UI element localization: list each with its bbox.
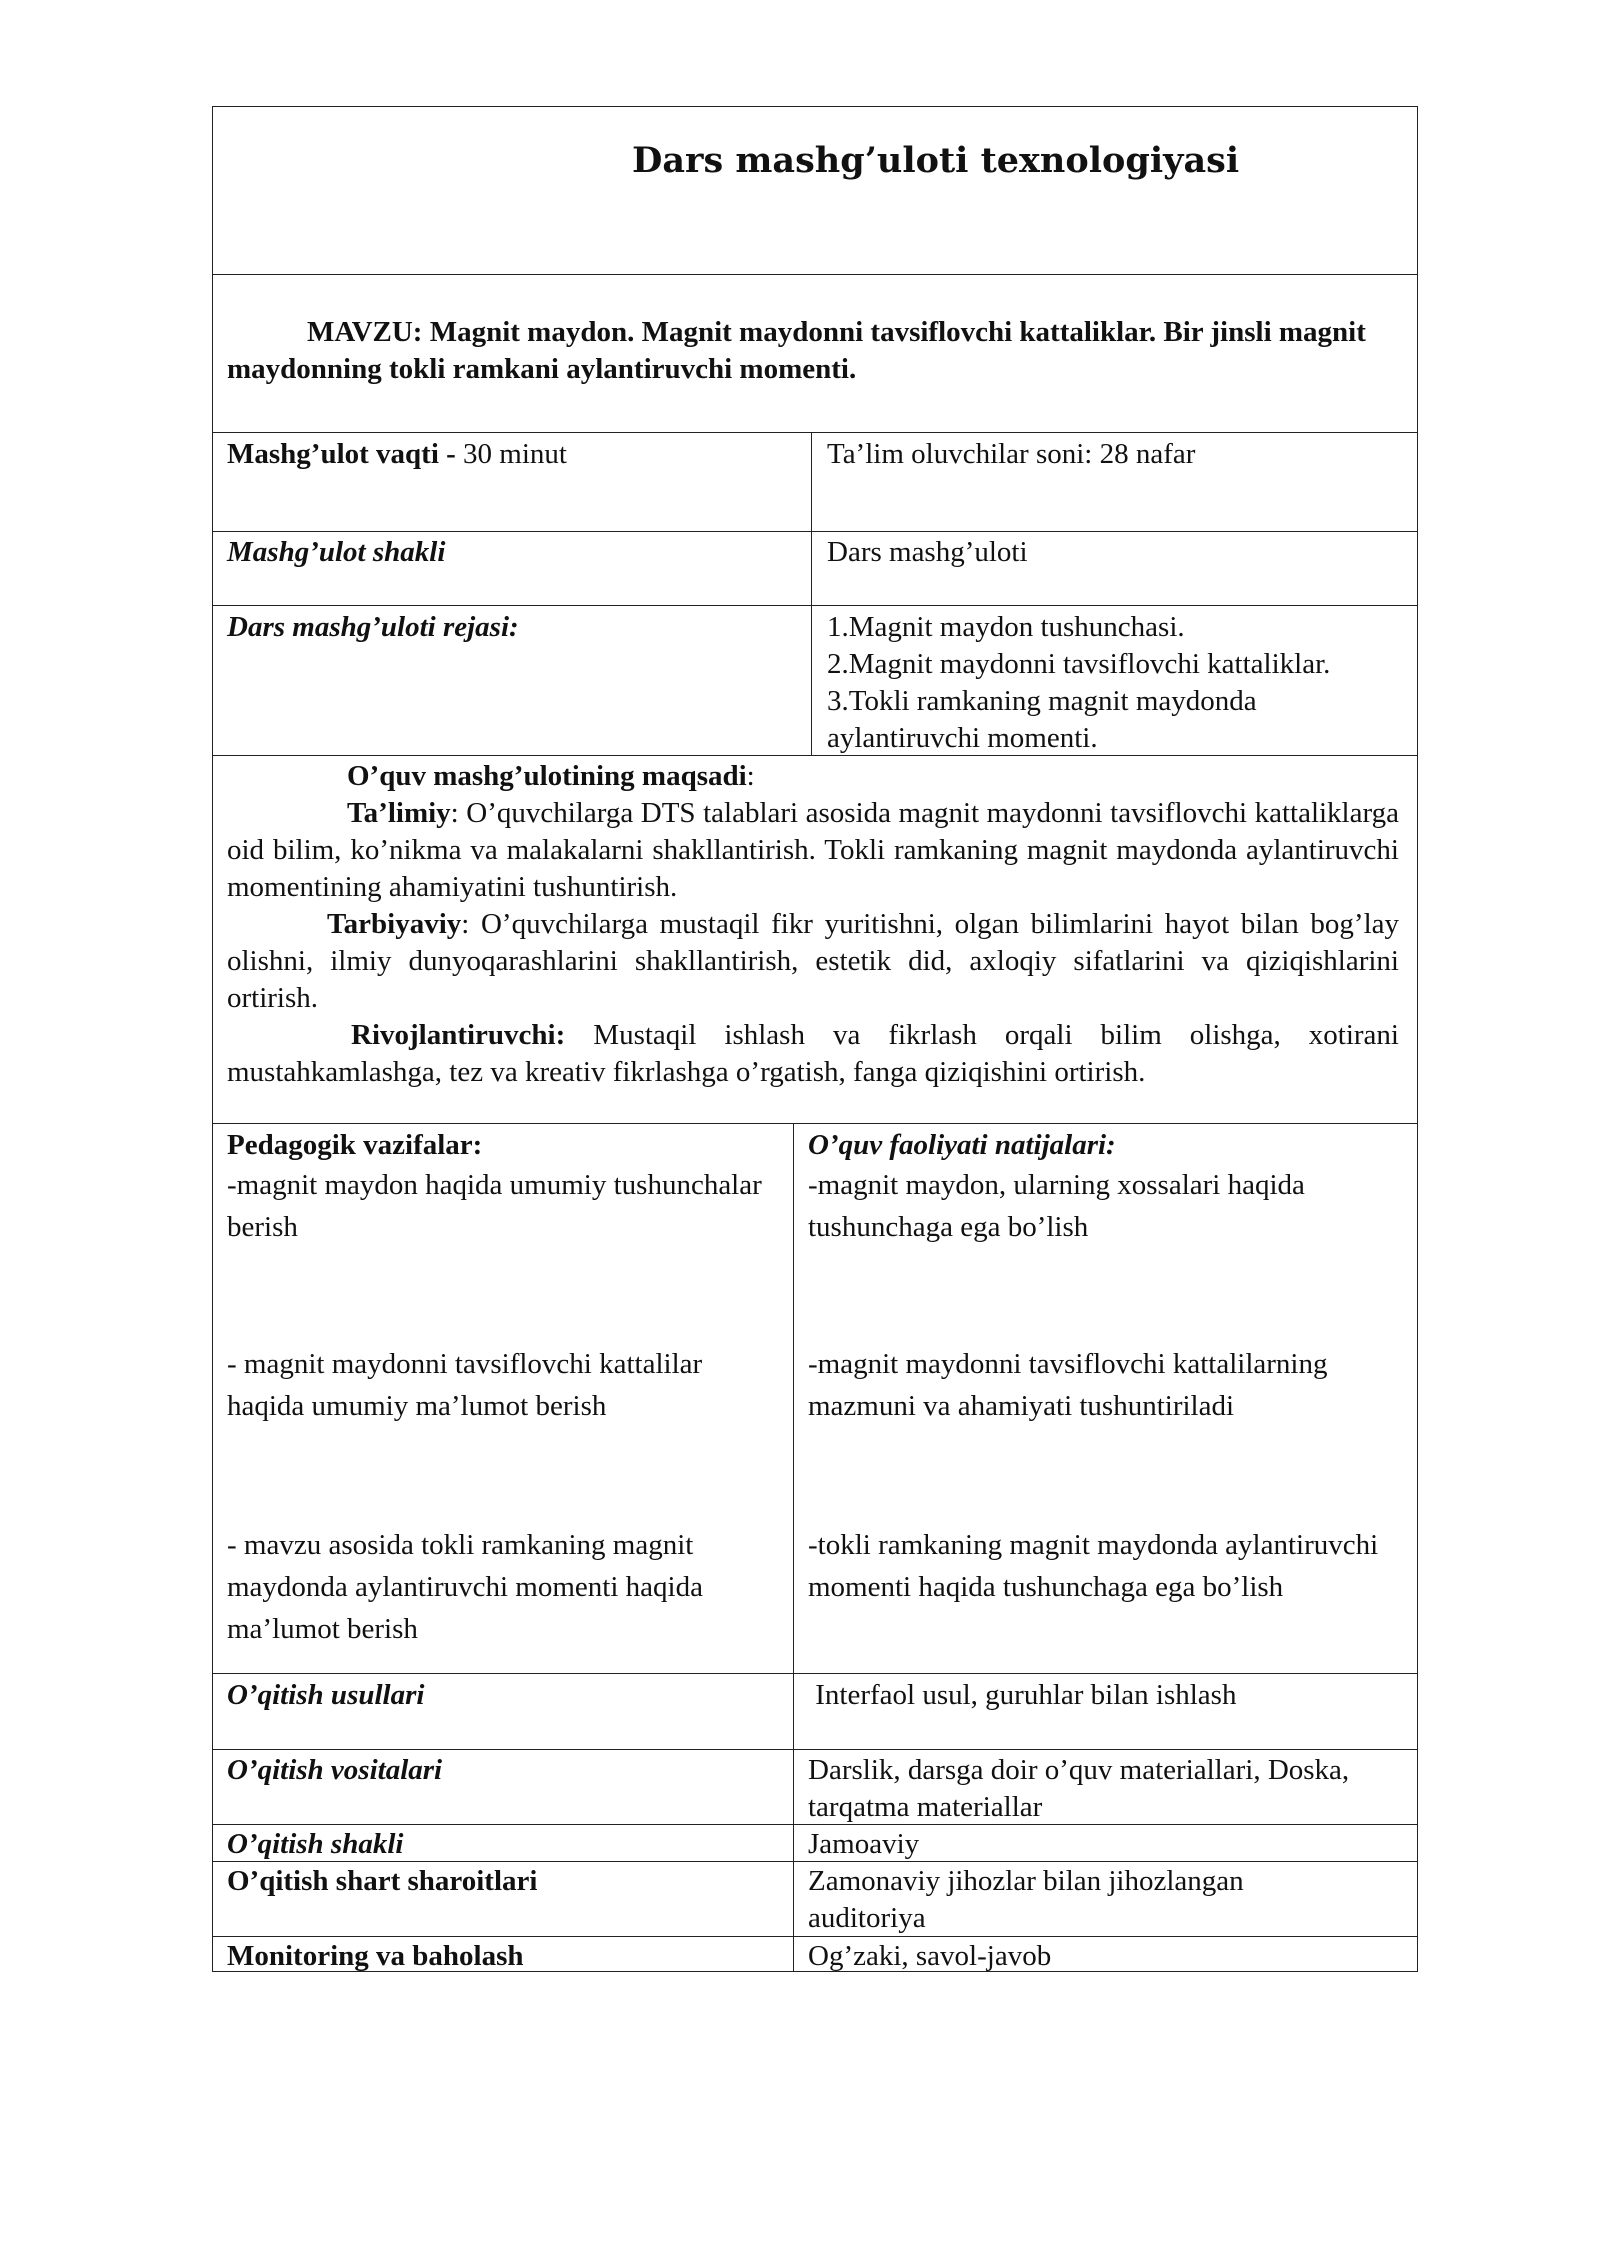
- row-divider: [212, 274, 1418, 275]
- plan-label: Dars mashg’uloti rejasi:: [227, 611, 519, 643]
- column-divider: [811, 432, 812, 755]
- goal-educational-text: : O’quvchilarga DTS talablari asosida magnit maydonni tavsiflovchi kattaliklarga oid bilim, ko’nikma va malakalarni shakllantirish. Tokli ramkaning magnit maydonda aylantiruvchi momentining ahamiyatini tushuntirish.: [227, 797, 1399, 903]
- row-divider: [212, 432, 1418, 433]
- session-time-label: Mashg’ulot vaqti -: [227, 438, 456, 470]
- task-item: - magnit maydonni tavsiflovchi kattalilar haqida umumiy ma’lumot berish: [227, 1348, 703, 1422]
- monitoring-label: Monitoring va baholash: [227, 1940, 524, 1972]
- goal-educational-label: Ta’limiy: [347, 797, 451, 829]
- goal-upbringing-label: Tarbiyaviy: [327, 908, 462, 940]
- task-item: -magnit maydon haqida umumiy tushunchalar berish: [227, 1169, 762, 1243]
- session-time: [227, 436, 802, 473]
- row-divider: [212, 1673, 1418, 1674]
- row-divider: [212, 1749, 1418, 1750]
- goal-upbringing-text: : O’quvchilarga mustaqil fikr yuritishni, olgan bilimlarini hayot bilan bog’lay olishni, ilmiy dunyoqarashlarini shakllantirish, estetik did, axloqiy sifatlarini va qiziqishlarini ortirish.: [227, 908, 1399, 1014]
- tasks-left-heading: Pedagogik vazifalar:: [227, 1129, 483, 1161]
- column-divider: [793, 1123, 794, 1972]
- row-divider: [212, 531, 1418, 532]
- plan-item: 1.Magnit maydon tushunchasi.: [827, 611, 1185, 643]
- topic-block: [227, 314, 1387, 388]
- teaching-form-value: Jamoaviy: [808, 1828, 920, 1860]
- plan-item: 2.Magnit maydonni tavsiflovchi kattaliklar.: [827, 648, 1331, 680]
- topic-text: Magnit maydon. Magnit maydonni tavsiflovchi kattaliklar. Bir jinsli magnit maydonning tokli ramkani aylantiruvchi momenti.: [227, 316, 1366, 385]
- plan-list: [827, 609, 1407, 757]
- student-count: Ta’lim oluvchilar soni: 28 nafar: [827, 438, 1196, 470]
- goals-heading-colon: :: [746, 760, 755, 792]
- teaching-form-label: O’qitish shakli: [227, 1828, 404, 1860]
- tasks-right-heading: O’quv faoliyati natijalari:: [808, 1129, 1116, 1161]
- row-divider: [212, 605, 1418, 606]
- result-item: -magnit maydon, ularning xossalari haqida tushunchaga ega bo’lish: [808, 1169, 1305, 1243]
- goals-heading: O’quv mashg’ulotining maqsadi: [347, 760, 747, 792]
- topic-label: MAVZU:: [307, 316, 423, 348]
- plan-item: 3.Tokli ramkaning magnit maydonda aylantiruvchi momenti.: [827, 685, 1257, 754]
- goal-developmental-text: Mustaqil ishlash va fikrlash orqali bilim olishga, xotirani mustahkamlashga, tez va kreativ fikrlashga o’rgatish, fanga qiziqishini ortirish.: [227, 1019, 1399, 1088]
- row-divider: [212, 1123, 1418, 1124]
- conditions-value: Zamonaviy jihozlar bilan jihozlangan auditoriya: [808, 1865, 1244, 1934]
- session-time-value: 30 minut: [463, 438, 567, 470]
- goal-developmental-label: Rivojlantiruvchi:: [351, 1019, 566, 1051]
- methods-value: Interfaol usul, guruhlar bilan ishlash: [808, 1679, 1237, 1711]
- page-title: Dars mashg’uloti texnologiyasi: [632, 140, 1240, 181]
- tools-label: O’qitish vositalari: [227, 1754, 443, 1786]
- task-item: - mavzu asosida tokli ramkaning magnit maydonda aylantiruvchi momenti haqida ma’lumot berish: [227, 1529, 703, 1645]
- tools-value: Darslik, darsga doir o’quv materiallari, Doska, tarqatma materiallar: [808, 1754, 1350, 1823]
- session-form-value: Dars mashg’uloti: [827, 536, 1028, 568]
- result-item: -tokli ramkaning magnit maydonda aylantiruvchi momenti haqida tushunchaga ega bo’lish: [808, 1529, 1379, 1603]
- monitoring-value: Og’zaki, savol-javob: [808, 1940, 1052, 1972]
- goals-block: [227, 758, 1399, 1091]
- result-item: -magnit maydonni tavsiflovchi kattalilarning mazmuni va ahamiyati tushuntiriladi: [808, 1348, 1328, 1422]
- session-form-label: Mashg’ulot shakli: [227, 536, 446, 568]
- methods-label: O’qitish usullari: [227, 1679, 425, 1711]
- conditions-label: O’qitish shart sharoitlari: [227, 1865, 538, 1897]
